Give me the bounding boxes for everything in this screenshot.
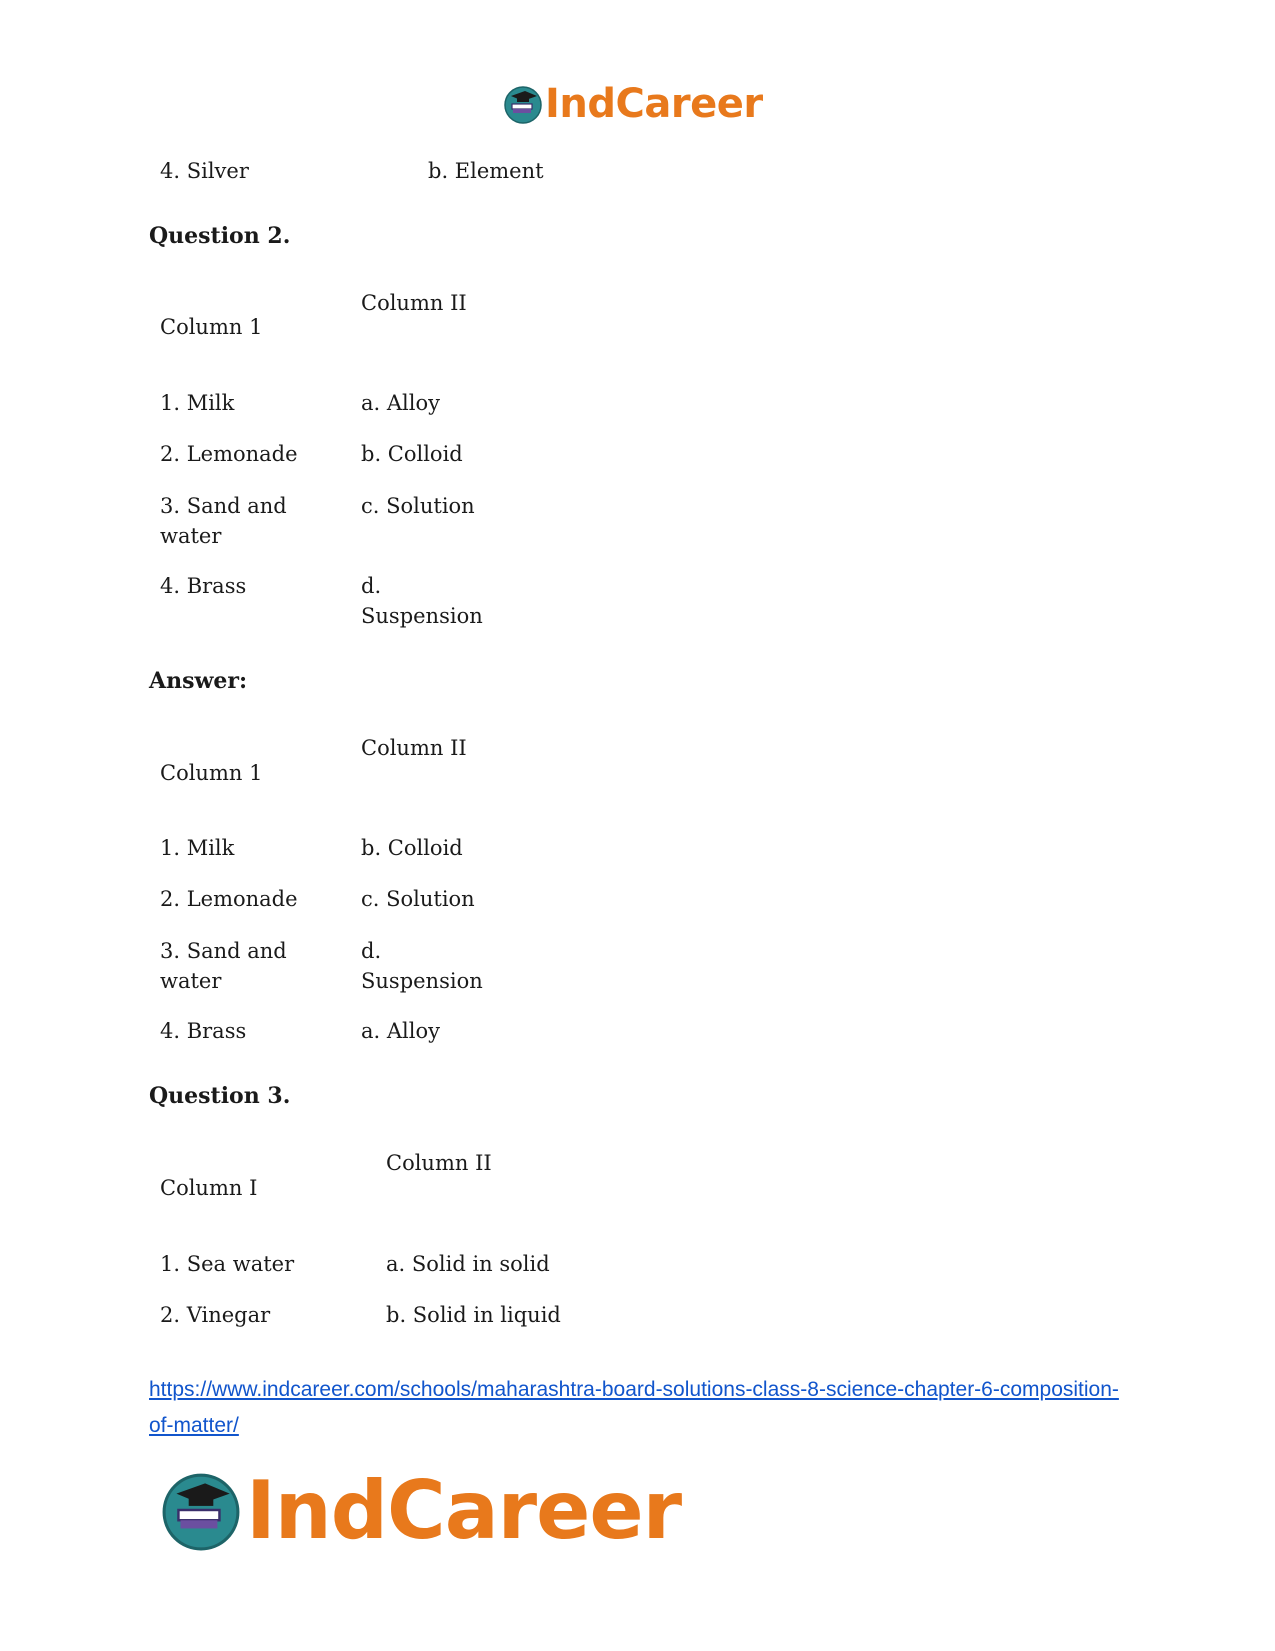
q2-row-4-left: 4. Brass	[160, 574, 247, 598]
question-3-heading: Question 3.	[149, 1083, 291, 1109]
answer-row-4-left: 4. Brass	[160, 1019, 247, 1043]
globe-book-icon	[503, 84, 543, 124]
footer-logo	[160, 1462, 681, 1558]
q2-row-4-right: d. Suspension	[361, 574, 483, 628]
answer-row-1-right: b. Colloid	[361, 836, 463, 860]
q2-row-3-left: 3. Sand and water	[160, 494, 287, 548]
answer-row-2-left: 2. Lemonade	[160, 887, 298, 911]
answer-col1-header: Column 1	[160, 761, 263, 785]
answer-row-3-right: d. Suspension	[361, 939, 483, 993]
answer-col2-header: Column II	[361, 736, 467, 760]
prev-row-left: 4. Silver	[160, 159, 249, 183]
q2-row-2-right: b. Colloid	[361, 442, 463, 466]
brand-logo-text: IndCareer	[246, 1463, 682, 1557]
prev-row-right: b. Element	[428, 159, 544, 183]
answer-row-3-left: 3. Sand and water	[160, 939, 287, 993]
q3-row-2-right: b. Solid in liquid	[386, 1303, 561, 1327]
source-url-link[interactable]: https://www.indcareer.com/schools/maharashtra-board-solutions-class-8-science-chapter-6-composition-of-matter/	[149, 1378, 1119, 1437]
q2-row-2-left: 2. Lemonade	[160, 442, 298, 466]
globe-book-icon	[160, 1469, 242, 1551]
q2-col1-header: Column 1	[160, 315, 263, 339]
q3-col2-header: Column II	[386, 1151, 492, 1175]
brand-logo-text: IndCareer	[545, 81, 763, 127]
answer-row-1-left: 1. Milk	[160, 836, 235, 860]
q3-row-1-right: a. Solid in solid	[386, 1252, 550, 1276]
answer-row-2-right: c. Solution	[361, 887, 475, 911]
q2-row-1-left: 1. Milk	[160, 391, 235, 415]
answer-row-4-right: a. Alloy	[361, 1019, 440, 1043]
answer-heading: Answer:	[149, 668, 248, 694]
header-logo	[503, 78, 763, 130]
q3-col1-header: Column I	[160, 1176, 258, 1200]
question-2-heading: Question 2.	[149, 223, 291, 249]
q2-row-3-right: c. Solution	[361, 494, 475, 518]
q2-col2-header: Column II	[361, 291, 467, 315]
q3-row-1-left: 1. Sea water	[160, 1252, 295, 1276]
q3-row-2-left: 2. Vinegar	[160, 1303, 271, 1327]
q2-row-1-right: a. Alloy	[361, 391, 440, 415]
